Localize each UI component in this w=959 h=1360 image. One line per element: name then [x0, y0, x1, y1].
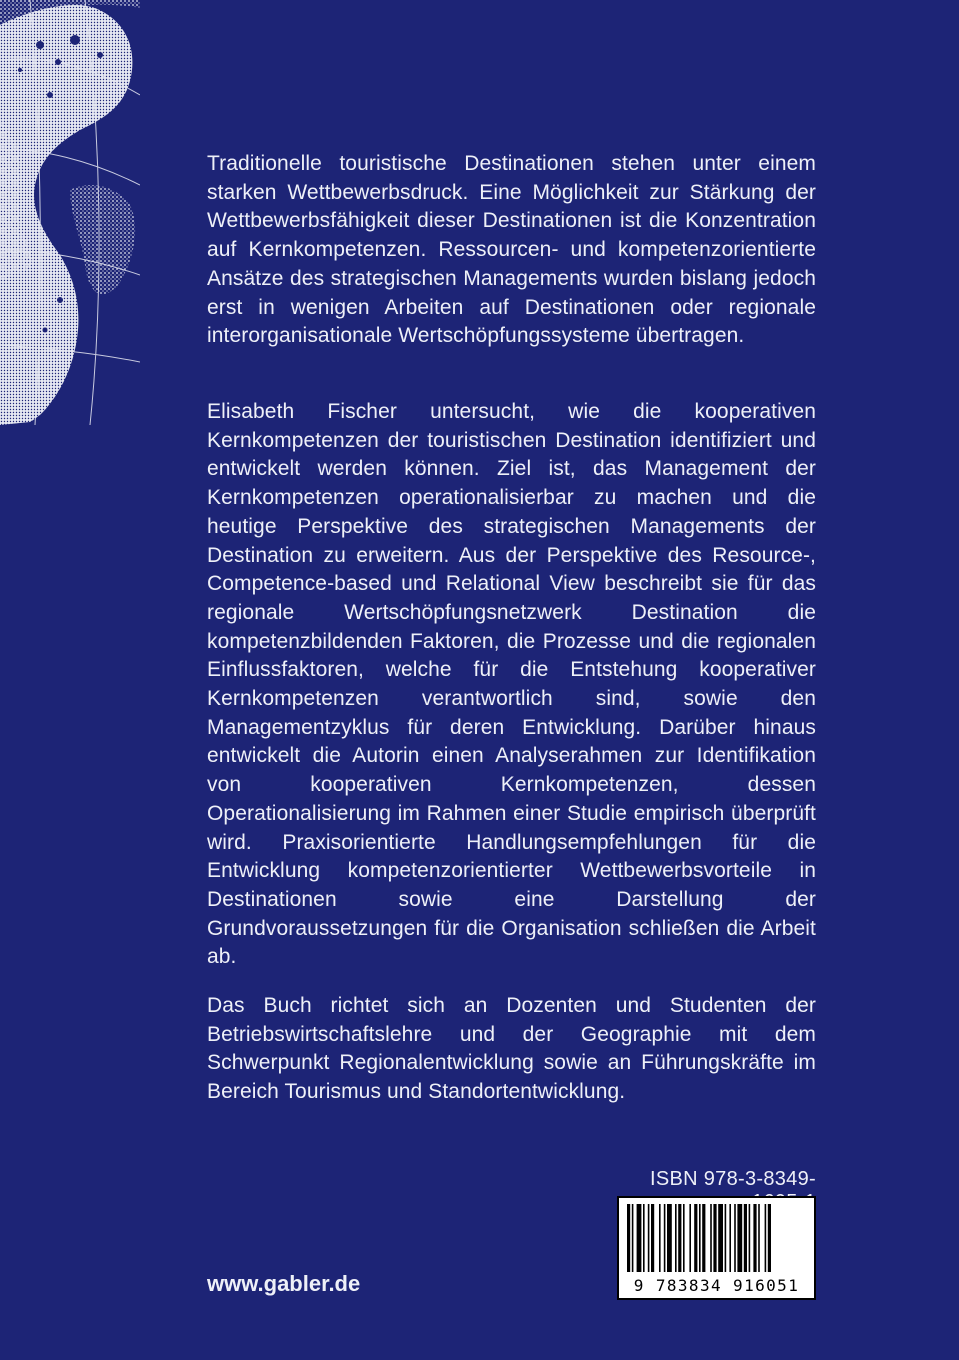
barcode-bar: [675, 1204, 677, 1272]
barcode: [617, 1196, 816, 1300]
barcode-bar: [651, 1204, 654, 1272]
barcode-bar: [765, 1204, 767, 1272]
barcode-bar: [702, 1204, 705, 1272]
barcode-bar: [729, 1204, 731, 1272]
barcode-bar: [664, 1204, 666, 1272]
description-paragraph-2: Elisabeth Fischer untersucht, wie die kooperativen Kernkompetenzen der touristischen Destination identifiziert und entwickelt werden können. Ziel ist, das Management der Kernkompetenzen operationalisierbar zu machen und die heutige Perspektive des strategischen Managements der Destination zu erweitern. Aus der Perspektive des Resource-, Competence-based und Relational View beschreibt sie für das regionale Wertschöpfungsnetzwerk Destination die kompetenzbildenden Faktoren, die Prozesse und die regionalen Einflussfaktoren, welche für die Entstehung kooperativer Kernkompetenzen verantwortlich sind, sowie den Managementzyklus für deren Entwicklung. Darüber hinaus entwickelt die Autorin einen Analyserahmen zur Identifikation von kooperativen Kernkompetenzen, dessen Operationalisierung im Rahmen einer Studie empirisch überprüft wird. Praxisorientierte Handlungsempfehlungen für die Entwicklung kompetenzorientierter Wettbewerbsvorteile in Destinationen sowie eine Darstellung der Grundvoraussetzungen für die Organisation schließen die Arbeit ab.: [207, 400, 816, 969]
barcode-bar: [678, 1204, 681, 1272]
publisher-website: www.gabler.de: [207, 1271, 361, 1296]
barcode-bar: [627, 1204, 630, 1272]
barcode-bar: [753, 1204, 756, 1272]
barcode-bar: [632, 1204, 634, 1272]
barcode-bar: [718, 1204, 723, 1272]
barcode-bar: [699, 1204, 701, 1272]
barcode-bar: [683, 1204, 685, 1272]
barcode-bar: [768, 1204, 771, 1272]
barcode-bar: [689, 1204, 691, 1272]
barcode-bar: [758, 1204, 760, 1272]
barcode-bar: [637, 1204, 642, 1272]
barcode-bar: [667, 1204, 672, 1272]
barcode-bar: [749, 1204, 751, 1272]
barcode-bar: [659, 1204, 661, 1272]
barcode-bar: [713, 1204, 716, 1272]
barcode-bar: [744, 1204, 747, 1272]
barcode-bar: [694, 1204, 697, 1272]
barcode-digits: 9 783834 916051: [633, 1276, 800, 1295]
barcode-bar: [643, 1204, 645, 1272]
barcode-bar: [710, 1204, 712, 1272]
barcode-bar: [737, 1204, 742, 1272]
audience-paragraph: Das Buch richtet sich an Dozenten und Studenten der Betriebswirtschaftslehre und der Geographie mit dem Schwerpunkt Regionalentwicklung sowie an Führungskräfte im Bereich Tourismus und Standortentwicklung.: [207, 994, 816, 1104]
isbn-label: ISBN 978-3-8349-: [649, 1168, 816, 1190]
barcode-bar: [725, 1204, 727, 1272]
globe-illustration: [0, 0, 140, 425]
description-paragraph-1: Traditionelle touristische Destinationen stehen unter einem starken Wettbewerbsdruck. Eine Möglichkeit zur Stärkung der Wettbewerbsfähigkeit dieser Destinationen ist die Konzentration auf Kernkompetenzen. Ressourcen- und kompetenzorientierte Ansätze des strategischen Managements wurden bislang jedoch erst in wenigen Arbeiten auf Destinationen oder regionale interorganisationale Wertschöpfungssysteme übertragen.: [207, 152, 816, 348]
barcode-bar: [648, 1204, 650, 1272]
barcode-bar: [734, 1204, 736, 1272]
